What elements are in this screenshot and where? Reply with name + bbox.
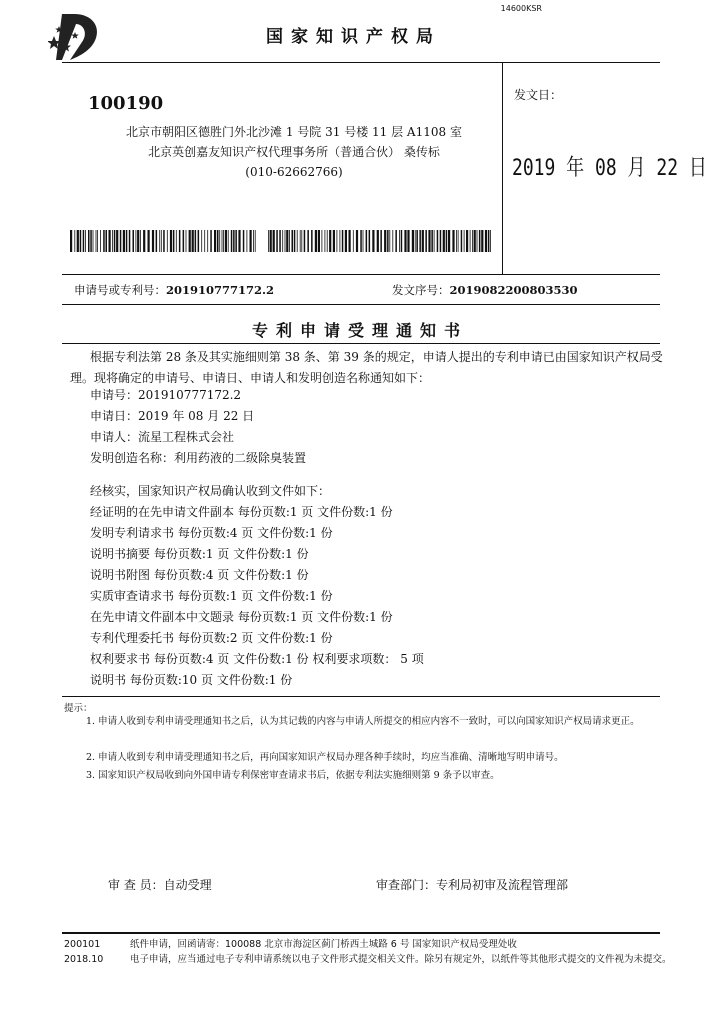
received-file-item: 在先申请文件副本中文题录 每份页数:1 页 文件份数:1 份 [90,610,393,624]
header-rule [62,62,660,63]
examiner-value: 自动受理 [163,878,212,892]
document-title: 专利申请受理通知书 [251,321,468,340]
received-file-item: 发明专利请求书 每份页数:4 页 文件份数:1 份 [90,526,333,540]
department-field [376,876,568,893]
app-number-field [74,282,274,298]
barcode-left [70,230,256,252]
footer-electronic-note: 电子申请，应当通过电子专利申请系统以电子文件形式提交相关文件。除另有规定外，以纸件等其他形式提交的文件视为未提交。 [130,954,672,965]
serial-number-label: 发文序号： [392,283,450,297]
issue-date-label: 发文日： [514,88,563,102]
address-line: 北京市朝阳区德胜门外北沙滩 1 号院 31 号楼 11 层 A1108 室 [126,125,462,139]
department-value: 专利局初审及流程管理部 [436,878,569,892]
app-number-label: 申请号或专利号： [74,283,166,297]
received-file-item: 权利要求书 每份页数:4 页 文件份数:1 份 权利要求项数： 5 项 [90,652,424,666]
received-file-item: 说明书附图 每份页数:4 页 文件份数:1 份 [90,568,309,582]
barcode-right [268,230,492,252]
footer-rule [62,932,660,934]
postcode: 100190 [88,93,164,114]
form-number: 200101 [64,939,101,950]
header-divider [502,62,503,274]
received-file-item: 说明书 每份页数:10 页 文件份数:1 份 [90,673,293,687]
address-block-rule [62,274,660,275]
serial-number-value: 2019082200803530 [449,283,578,297]
title-rule-top [62,304,660,305]
department-label: 审查部门： [376,878,437,892]
detail-app-date: 申请日：2019 年 08 月 22 日 [90,409,255,423]
examiner-field [108,876,212,893]
received-file-item: 经证明的在先申请文件副本 每份页数:1 页 文件份数:1 份 [90,505,393,519]
tip-item: 2. 申请人收到专利申请受理通知书之后，再向国家知识产权局办理各种手续时，均应当准确、清晰地写明申请号。 [86,752,564,763]
form-version: 2018.10 [64,954,104,965]
detail-app-number: 申请号：201910777172.2 [90,388,242,402]
cnipa-logo-icon [48,6,110,64]
footer-paper-note: 纸件申请，回函请寄：100088 北京市海淀区蓟门桥西土城路 6 号 国家知识产权局受理处收 [130,939,517,950]
tips-label: 提示： [64,703,93,714]
office-title: 国家知识产权局 [266,27,441,47]
issue-date: 2019 年 08 月 22 日 [512,155,707,182]
tip-item: 3. 国家知识产权局收到向外国申请专利保密审查请求书后，依据专利法实施细则第 9 条予以审查。 [86,770,500,781]
detail-invention-title: 发明创造名称：利用药液的二级除臭装置 [90,451,307,465]
received-file-item: 说明书摘要 每份页数:1 页 文件份数:1 份 [90,547,309,561]
received-file-item: 实质审查请求书 每份页数:1 页 文件份数:1 份 [90,589,333,603]
tips-rule [62,696,660,697]
form-code: 14600KSR [500,4,542,13]
examiner-label: 审 查 员： [108,878,164,892]
intro-paragraph: 根据专利法第 28 条及其实施细则第 38 条、第 39 条的规定，申请人提出的专利申请已由国家知识产权局受理。现将确定的申请号、申请日、申请人和发明创造名称通知如下： [70,350,663,385]
tip-item: 1. 申请人收到专利申请受理通知书之后，认为其记载的内容与申请人所提交的相应内容不一致时，可以向国家知识产权局请求更正。 [86,716,640,727]
serial-number-field [392,282,578,298]
agency-line: 北京英创嘉友知识产权代理事务所（普通合伙） 桑传标 [148,145,440,159]
detail-applicant: 申请人：流星工程株式会社 [90,430,235,444]
title-rule-bottom [62,343,660,344]
received-file-item: 专利代理委托书 每份页数:2 页 文件份数:1 份 [90,631,333,645]
app-number-value: 201910777172.2 [166,283,275,297]
phone-line: (010-62662766) [245,165,343,179]
received-intro: 经核实，国家知识产权局确认收到文件如下： [90,484,331,498]
